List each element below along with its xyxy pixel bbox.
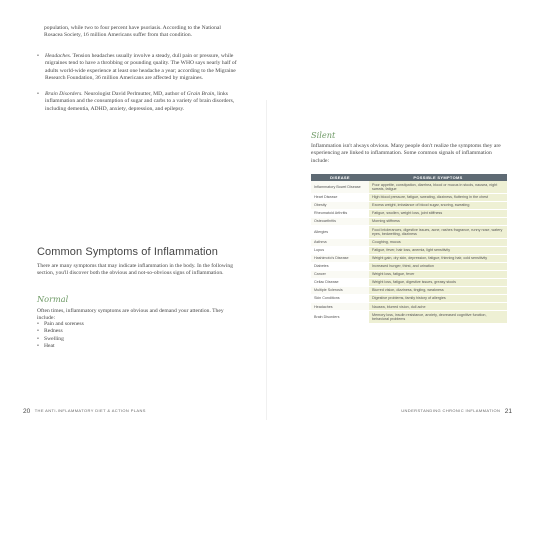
disease-cell: Diabetes bbox=[311, 262, 369, 270]
bullet-item-headaches bbox=[37, 53, 240, 83]
silent-paragraph: Inflammation isn't always obvious. Many people don't realize the symptoms they are experiencing are linked to inflammation. Some common signals of inflammation include: bbox=[311, 143, 501, 164]
disease-cell: Lupus bbox=[311, 246, 369, 254]
table-row bbox=[311, 201, 507, 209]
list-item-text: Heat bbox=[44, 343, 55, 350]
disease-cell: Brain Disorders bbox=[311, 311, 369, 323]
symptoms-cell: Morning stiffness bbox=[369, 218, 507, 226]
bullet-icon: • bbox=[37, 343, 39, 350]
header-symptoms: POSSIBLE SYMPTOMS bbox=[369, 174, 507, 181]
silent-heading: Silent bbox=[311, 130, 336, 140]
disease-cell: Skin Conditions bbox=[311, 295, 369, 303]
table-row bbox=[311, 287, 507, 295]
symptoms-cell: Blurred vision, dizziness, tingling, weakness bbox=[369, 287, 507, 295]
symptoms-cell: Weight loss, fatigue, digestive issues, greasy stools bbox=[369, 278, 507, 286]
table-body bbox=[311, 181, 507, 323]
bullet-icon: • bbox=[37, 328, 39, 335]
table-row bbox=[311, 303, 507, 311]
list-item-text: Pain and soreness bbox=[44, 321, 84, 327]
symptoms-cell: Memory loss, insulin resistance, anxiety, decreased cognitive function, behavioral problems bbox=[369, 311, 507, 323]
bullet-icon: • bbox=[37, 321, 39, 327]
disease-cell: Obesity bbox=[311, 201, 369, 209]
table-row bbox=[311, 278, 507, 286]
bullet-term: Brain Disorders. bbox=[45, 91, 83, 97]
bullet-text: Tension headaches usually involve a steady, dull pain or pressure, while migraines tend to have a throbbing or pounding quality. The WHO says nearly half of adults world-wide experience at least one headache a year; according to the Migraine Research Foundation, 36 million Americans are affected by migraines. bbox=[45, 53, 237, 82]
disease-cell: Cancer bbox=[311, 270, 369, 278]
disease-cell: Hashimoto's Disease bbox=[311, 254, 369, 262]
disease-cell: Allergies bbox=[311, 226, 369, 238]
disease-cell: Rheumatoid Arthritis bbox=[311, 210, 369, 218]
list-item bbox=[37, 343, 237, 350]
normal-paragraph: Often times, inflammatory symptoms are obvious and demand your attention. They include: bbox=[37, 308, 224, 322]
disease-cell: Headaches bbox=[311, 303, 369, 311]
bullet-text: Neurologist David Perlmutter, MD, author of bbox=[82, 91, 187, 97]
disease-cell: Asthma bbox=[311, 238, 369, 246]
page-gutter bbox=[266, 100, 267, 420]
disease-cell: Celiac Disease bbox=[311, 278, 369, 286]
header-disease: DISEASE bbox=[311, 174, 369, 181]
bullet-list bbox=[37, 53, 240, 83]
bullet-icon: • bbox=[37, 91, 39, 97]
list-item bbox=[37, 328, 237, 335]
running-title: THE ANTI-INFLAMMATORY DIET & ACTION PLANS bbox=[34, 408, 146, 413]
disease-cell: Inflammatory Bowel Disease bbox=[311, 181, 369, 193]
left-folio bbox=[20, 408, 146, 415]
symptoms-cell: Fatigue, swollen, weight loss, joint stiffness bbox=[369, 210, 507, 218]
list-item bbox=[37, 336, 237, 343]
normal-heading: Normal bbox=[37, 294, 69, 304]
symptoms-cell: Fatigue, fever, hair loss, anemia, light sensitivity bbox=[369, 246, 507, 254]
continuation-paragraph: population, while two to four percent have psoriasis. According to the National Rosacea Society, 16 million Americans suffer from that condition. bbox=[44, 25, 221, 39]
symptoms-cell: Weight gain, dry skin, depression, fatigue, thinning hair, cold sensitivity bbox=[369, 254, 507, 262]
right-folio bbox=[401, 408, 515, 415]
page-number: 21 bbox=[504, 408, 512, 415]
bullet-item-brain-disorders bbox=[37, 91, 240, 113]
table-row bbox=[311, 262, 507, 270]
table-row bbox=[311, 218, 507, 226]
bullet-icon: • bbox=[37, 53, 39, 59]
symptoms-table bbox=[311, 174, 507, 324]
running-title: UNDERSTANDING CHRONIC INFLAMMATION bbox=[401, 408, 501, 413]
symptoms-cell: High blood pressure, fatigue, sweating, dizziness, fluttering in the chest bbox=[369, 193, 507, 201]
page-number: 20 bbox=[23, 408, 31, 415]
symptoms-cell: Coughing, mucus bbox=[369, 238, 507, 246]
normal-symptom-list bbox=[37, 321, 237, 351]
book-title: Grain Brain bbox=[186, 91, 215, 97]
symptoms-cell: Digestive problems, family history of allergies bbox=[369, 295, 507, 303]
table-row bbox=[311, 246, 507, 254]
disease-cell: Heart Disease bbox=[311, 193, 369, 201]
table-row bbox=[311, 226, 507, 238]
symptoms-cell: Food intolerances, digestive issues, acne, rashes fragrance, runny nose, watery eyes, bedwetting, dizziness bbox=[369, 226, 507, 238]
table-row bbox=[311, 254, 507, 262]
section-intro: There are many symptoms that may indicate inflammation in the body. In the following section, you'll discover both the obvious and not-so-obvious signs of inflammation. bbox=[37, 263, 233, 277]
list-item bbox=[37, 321, 237, 328]
table-row bbox=[311, 210, 507, 218]
disease-cell: Multiple Sclerosis bbox=[311, 287, 369, 295]
bullet-icon: • bbox=[37, 335, 39, 342]
table-row bbox=[311, 311, 507, 323]
table-row bbox=[311, 238, 507, 246]
symptoms-cell: Excess weight, imbalance of blood sugar, snoring, sweating bbox=[369, 201, 507, 209]
bullet-list-2 bbox=[37, 91, 240, 113]
symptoms-cell: Increased hunger, thirst, and urination bbox=[369, 262, 507, 270]
table-row bbox=[311, 295, 507, 303]
symptoms-cell: Weight loss, fatigue, fever bbox=[369, 270, 507, 278]
disease-cell: Osteoarthritis bbox=[311, 218, 369, 226]
bullet-text-2: , links inflammation and the consumption of sugar and carbs to a variety of brain disorders, including dementia, ADHD, anxiety, depression, and epilepsy. bbox=[45, 91, 235, 112]
table-row bbox=[311, 193, 507, 201]
symptoms-cell: Nausea, blurred vision, dull ache bbox=[369, 303, 507, 311]
bullet-term: Headaches. bbox=[45, 53, 72, 59]
symptoms-cell: Poor appetite, constipation, diarrhea, blood or mucus in stools, nausea, night sweats, fatigue bbox=[369, 181, 507, 193]
table-row bbox=[311, 270, 507, 278]
section-heading: Common Symptoms of Inflammation bbox=[37, 246, 218, 258]
list-item-text: Redness bbox=[44, 328, 63, 335]
table-header-row bbox=[311, 174, 507, 181]
table-row bbox=[311, 181, 507, 193]
list-item-text: Swelling bbox=[44, 335, 64, 342]
